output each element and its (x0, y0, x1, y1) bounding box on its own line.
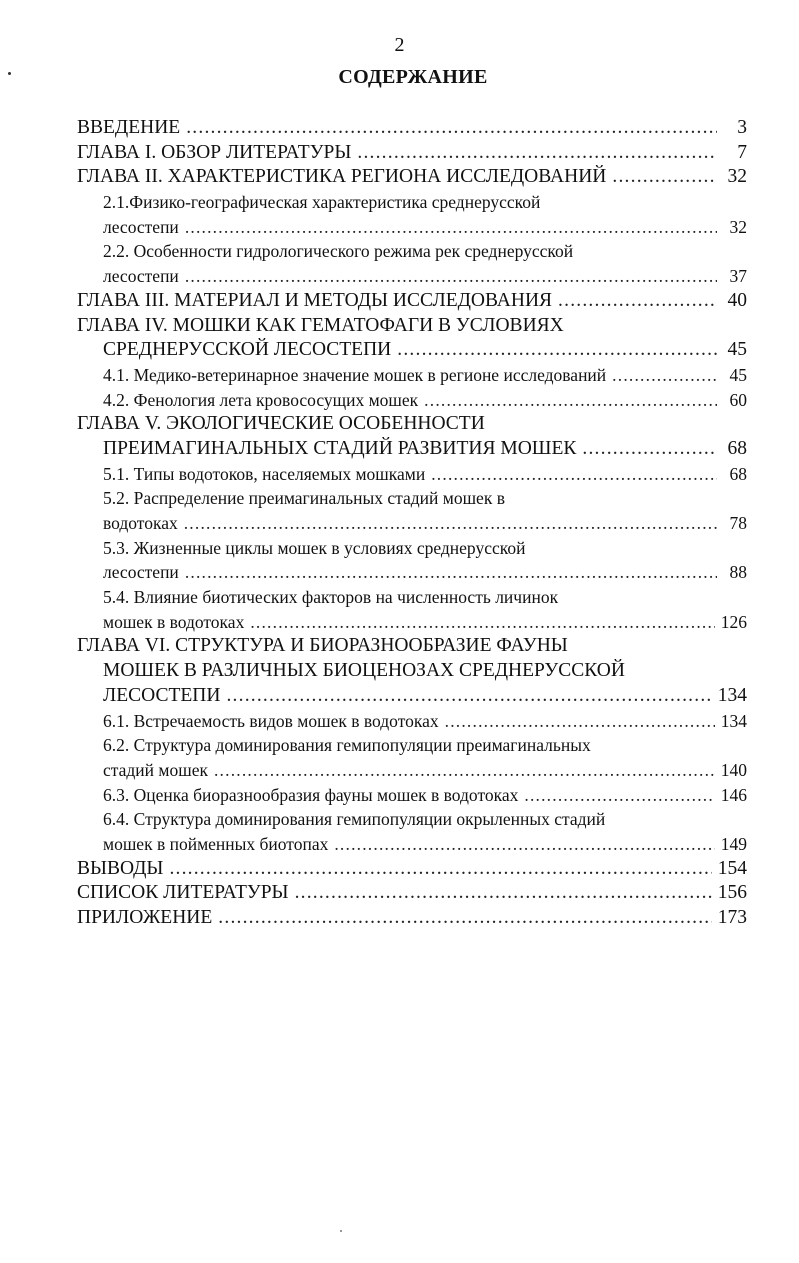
toc-entry-page: 32 (729, 216, 747, 237)
toc-entry-page: 88 (729, 562, 747, 583)
toc-dot-leader (185, 264, 717, 289)
toc-entry-page: 154 (717, 857, 747, 879)
toc-entry-label: ГЛАВА VI. СТРУКТУРА И БИОРАЗНООБРАЗИЕ ФАУНЫ (77, 635, 568, 657)
toc-dot-leader (185, 560, 717, 585)
toc-entry-page: 37 (729, 266, 747, 287)
toc-dot-leader (184, 511, 717, 536)
toc-entry-label: лесостепи (103, 216, 179, 237)
toc-entry-page: 68 (727, 437, 747, 459)
toc-dot-leader (524, 783, 714, 808)
toc-entry-label: 5.2. Распределение преимагинальных стадий мошек в (103, 488, 505, 509)
toc-entry (77, 116, 747, 141)
toc-entry-page: 60 (729, 389, 747, 410)
toc-entry-label: ПРИЛОЖЕНИЕ (77, 907, 213, 928)
toc-entry (77, 165, 747, 190)
toc-entry-page: 7 (737, 141, 747, 163)
toc-entry-page: 140 (720, 759, 747, 780)
toc-dot-leader (431, 462, 717, 487)
toc-entry-label: ЛЕСОСТЕПИ (103, 684, 221, 706)
toc-entry (77, 832, 747, 857)
toc-entry-page: 146 (720, 784, 747, 805)
toc-entry-label: СПИСОК ЛИТЕРАТУРЫ (77, 882, 289, 904)
toc-entry (77, 758, 747, 783)
toc-entry (77, 659, 747, 684)
toc-dot-leader (334, 832, 714, 857)
toc-entry (77, 857, 747, 882)
toc-entry-label: стадий мошек (103, 759, 208, 780)
toc-entry-label: 6.2. Структура доминирования гемипопуляции преимагинальных (103, 735, 591, 756)
toc-entry (77, 486, 747, 511)
toc-entry (77, 338, 747, 363)
toc-dot-leader (612, 363, 717, 388)
toc-entry (77, 511, 747, 536)
toc-dot-leader (397, 338, 717, 363)
toc-entry-page: 68 (729, 463, 747, 484)
toc-entry-page: 149 (720, 833, 747, 854)
toc-entry-label: 2.2. Особенности гидрологического режима рек среднерусской (103, 241, 574, 262)
toc-dot-leader (445, 709, 715, 734)
table-of-contents (77, 116, 747, 931)
toc-entry-label: 5.1. Типы водотоков, населяемых мошками (103, 463, 426, 484)
toc-entry (77, 536, 747, 561)
toc-dot-leader (558, 289, 717, 314)
toc-entry (77, 190, 747, 215)
toc-dot-leader (424, 388, 717, 413)
toc-dot-leader (295, 881, 712, 906)
toc-entry (77, 215, 747, 240)
toc-entry (77, 610, 747, 635)
toc-entry-label: лесостепи (103, 562, 179, 583)
toc-dot-leader (582, 437, 717, 462)
toc-entry-label: ВВЕДЕНИЕ (77, 117, 181, 138)
toc-entry-label: мошек в пойменных биотопах (103, 833, 329, 854)
toc-entry-page: 3 (737, 117, 747, 138)
toc-entry-label: водотоках (103, 513, 178, 533)
toc-entry-label: 6.1. Встречаемость видов мошек в водотоках (103, 710, 439, 731)
page-number: 2 (394, 34, 405, 56)
scan-mark (340, 1230, 342, 1232)
toc-entry-page: 78 (729, 513, 747, 533)
toc-entry-label: ВЫВОДЫ (77, 857, 164, 879)
toc-entry (77, 684, 747, 709)
page-title: СОДЕРЖАНИЕ (338, 66, 488, 88)
toc-entry-page: 156 (717, 882, 747, 904)
toc-entry-label: ГЛАВА IV. МОШКИ КАК ГЕМАТОФАГИ В УСЛОВИЯХ (77, 314, 564, 336)
toc-entry-label: 2.1.Физико-географическая характеристика среднерусской (103, 192, 541, 213)
toc-entry-page: 134 (720, 710, 747, 731)
toc-entry (77, 634, 747, 659)
toc-entry (77, 141, 747, 166)
toc-entry (77, 560, 747, 585)
toc-entry-label: ГЛАВА II. ХАРАКТЕРИСТИКА РЕГИОНА ИССЛЕДОВАНИЙ (77, 166, 607, 188)
toc-entry (77, 363, 747, 388)
toc-dot-leader (185, 215, 717, 240)
toc-entry (77, 289, 747, 314)
toc-entry (77, 264, 747, 289)
toc-entry (77, 585, 747, 610)
toc-entry (77, 733, 747, 758)
toc-entry (77, 388, 747, 413)
toc-dot-leader (214, 758, 715, 783)
toc-entry-label: 4.2. Фенология лета кровососущих мошек (103, 389, 419, 410)
toc-entry (77, 437, 747, 462)
toc-dot-leader (250, 610, 714, 635)
toc-entry-page: 32 (727, 166, 747, 188)
toc-dot-leader (357, 141, 717, 166)
toc-entry-label: ГЛАВА V. ЭКОЛОГИЧЕСКИЕ ОСОБЕННОСТИ (77, 413, 485, 435)
toc-dot-leader (226, 684, 711, 709)
toc-entry-label: ПРЕИМАГИНАЛЬНЫХ СТАДИЙ РАЗВИТИЯ МОШЕК (103, 437, 577, 459)
toc-entry-label: МОШЕК В РАЗЛИЧНЫХ БИОЦЕНОЗАХ СРЕДНЕРУССКОЙ (103, 660, 625, 682)
toc-entry-label: мошек в водотоках (103, 611, 245, 632)
toc-entry-label: 6.4. Структура доминирования гемипопуляции окрыленных стадий (103, 809, 606, 830)
toc-entry-page: 45 (729, 364, 747, 385)
toc-entry-label: лесостепи (103, 266, 179, 287)
toc-entry-page: 134 (717, 684, 747, 706)
toc-entry (77, 709, 747, 734)
toc-entry (77, 314, 747, 339)
toc-entry-page: 126 (720, 611, 747, 632)
toc-entry (77, 807, 747, 832)
toc-entry-label: 5.3. Жизненные циклы мошек в условиях среднерусской (103, 537, 526, 558)
toc-entry (77, 881, 747, 906)
toc-entry (77, 783, 747, 808)
toc-entry-label: ГЛАВА III. МАТЕРИАЛ И МЕТОДЫ ИССЛЕДОВАНИЯ (77, 289, 553, 311)
toc-entry-page: 40 (727, 289, 747, 311)
toc-entry (77, 462, 747, 487)
toc-entry-label: СРЕДНЕРУССКОЙ ЛЕСОСТЕПИ (103, 339, 392, 361)
toc-entry-label: 4.1. Медико-ветеринарное значение мошек в регионе исследований (103, 364, 607, 385)
toc-entry (77, 239, 747, 264)
toc-dot-leader (186, 116, 717, 141)
toc-entry (77, 906, 747, 931)
toc-entry-label: 6.3. Оценка биоразнообразия фауны мошек в водотоках (103, 784, 519, 805)
toc-entry-page: 173 (717, 907, 747, 928)
toc-entry-label: 5.4. Влияние биотических факторов на численность личинок (103, 587, 559, 608)
toc-entry (77, 412, 747, 437)
toc-entry-page: 45 (727, 339, 747, 361)
toc-entry-label: ГЛАВА I. ОБЗОР ЛИТЕРАТУРЫ (77, 141, 352, 163)
toc-dot-leader (169, 857, 711, 882)
toc-dot-leader (218, 906, 711, 931)
toc-dot-leader (612, 165, 717, 190)
